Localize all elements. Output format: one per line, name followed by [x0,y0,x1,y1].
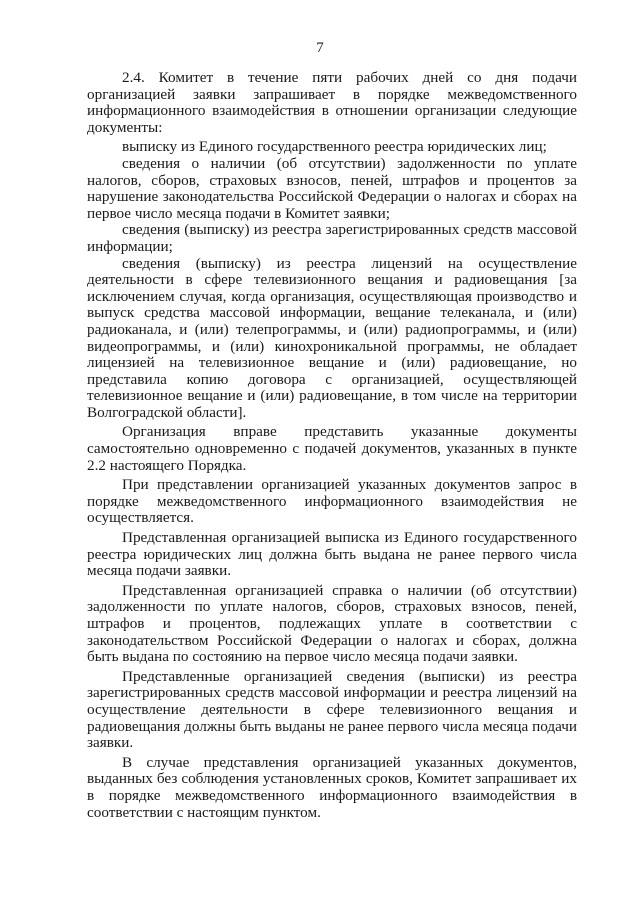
paragraph-egrul-date: Представленная организацией выписка из Единого государственного реестра юридических лиц должна быть выдана не ранее первого числа месяца подачи заявки. [87,529,577,580]
paragraph-registry-date: Представленные организацией сведения (выписки) из реестра зарегистрированных средств массовой информации и реестра лицензий на осуществление деятельности в сфере телевизионного вещания и радиовещания должны быть выданы не ранее первого числа месяца подачи заявки. [87,667,577,752]
document-body [87,70,577,824]
paragraph-tax-debt-info: сведения о наличии (об отсутствии) задолженности по уплате налогов, сборов, страховых взносов, пеней, штрафов и процентов за нарушение законодательства Российской Федерации о налогах и сборах на первое число месяца подачи в Комитет заявки; [87,154,577,222]
paragraph-tax-certificate-date: Представленная организацией справка о наличии (об отсутствии) задолженности по уплате налогов, сборов, страховых взносов, пеней, штрафов и процентов, подлежащих уплате в соответствии с законодательством Российской Федерации о налогах и сборах, должна быть выдана по состоянию на первое число месяца подачи заявки. [87,581,577,666]
paragraph-egrul-extract: выписку из Единого государственного реестра юридических лиц; [122,138,547,156]
paragraph-mass-media-registry: сведения (выписку) из реестра зарегистрированных средств массовой информации; [87,221,577,255]
paragraph-self-submission: Организация вправе представить указанные документы самостоятельно одновременно с подачей документов, указанных в пункте 2.2 настоящего Порядка. [87,423,577,474]
paragraph-2-4-intro: 2.4. Комитет в течение пяти рабочих дней со дня подачи организацией заявки запрашивает в порядке межведомственного информационного взаимодействия в отношении организации следующие документы: [87,69,577,136]
paragraph-license-registry: сведения (выписку) из реестра лицензий на осуществление деятельности в сфере телевизионного вещания и радиовещания [за исключением случая, когда организация, осуществляющая производство и выпуск средства массовой информации, вещание телеканала, и (или) радиоканала, и (или) телепрограммы, и (или) радиопрограммы, и (или) видеопрограммы, и (или) кинохроникальной программы, не обладает лицензией на телевизионное вещание и (или) радиовещание, но представила копию договора с организацией, осуществляющей телевизионное вещание и (или) радиовещание, в том числе на территории Волгоградской области]. [87,254,577,421]
page-number: 7 [316,40,324,56]
paragraph-late-documents: В случае представления организацией указанных документов, выданных без соблюдения установленных сроков, Комитет запрашивает их в порядке межведомственного информационного взаимодействия в соответствии с настоящим пунктом. [87,753,577,821]
paragraph-no-request: При представлении организацией указанных документов запрос в порядке межведомственного информационного взаимодействия не осуществляется. [87,476,577,527]
